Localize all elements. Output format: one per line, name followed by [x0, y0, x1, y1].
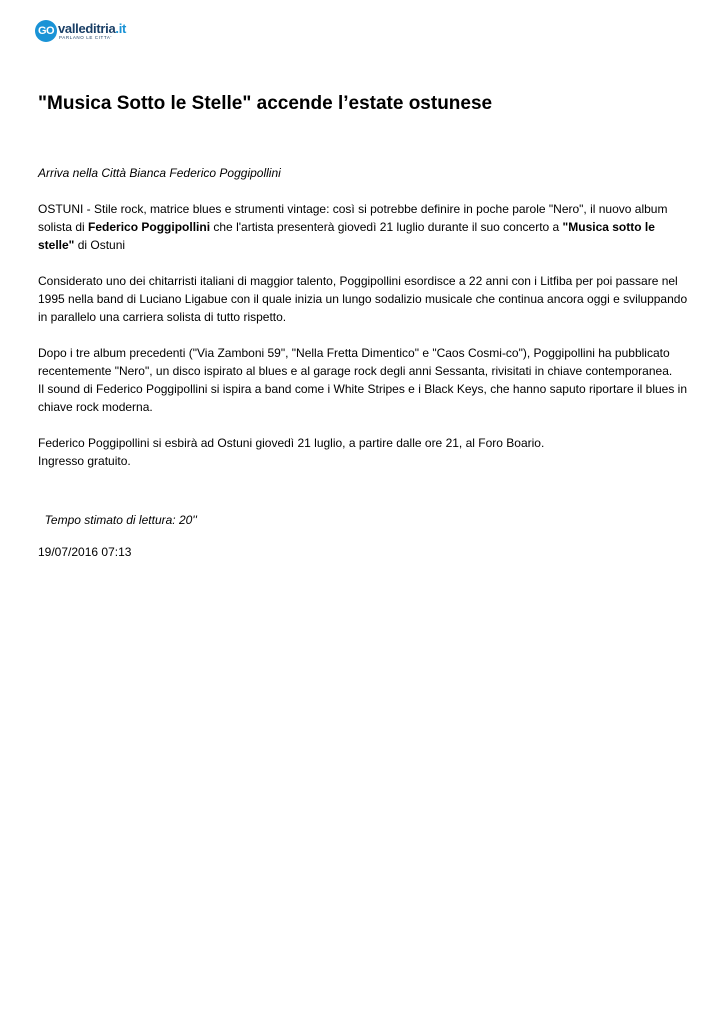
article-paragraph-2: Considerato uno dei chitarristi italiani di maggior talento, Poggipollini esordisce a 22 anni con i Litfiba per poi passare nel 1995 nella band di Luciano Ligabue con il quale inizia un lungo sodalizio musicale che continua ancora oggi e sviluppando in parallelo una carriera solista di tutto rispetto. [38, 274, 688, 324]
reading-time: Tempo stimato di lettura: 20'' [38, 513, 197, 527]
logo-wordmark [58, 22, 126, 35]
article-body [38, 164, 688, 470]
article-paragraph-1 [38, 200, 688, 254]
logo-text [58, 22, 126, 41]
logo-tld: .it [115, 20, 127, 36]
paragraph-1-artist-name: Federico Poggipollini [88, 220, 211, 234]
paragraph-1-text-e: di Ostuni [74, 238, 126, 252]
article-title: "Musica Sotto le Stelle" accende l’estate ostunese [38, 93, 493, 114]
logo-tagline: PARLANO LE CITTA' [59, 34, 112, 40]
logo-go-badge: GO [35, 20, 57, 42]
paragraph-1-text-c: che l'artista presenterà giovedì 21 luglio durante il suo concerto a [210, 220, 563, 234]
article-paragraph-3: Dopo i tre album precedenti ("Via Zamboni 59", "Nella Fretta Dimentico" e "Caos Cosmi-co"), Poggipollini ha pubblicato recentemente "Nero", un disco ispirato al blues e al garage rock degli anni Sessanta, rivisitati in chiave contemporanea. [38, 346, 673, 378]
article-subtitle: Arriva nella Città Bianca Federico Poggipollini [38, 166, 281, 180]
article-paragraph-3b: Il sound di Federico Poggipollini si ispira a band come i White Stripes e i Black Keys, che hanno saputo riportare il blues in chiave rock moderna. [38, 382, 688, 414]
site-logo[interactable] [35, 20, 126, 42]
publish-date: 19/07/2016 07:13 [38, 545, 132, 559]
paragraph-1-text-a: OSTUNI - Stile rock, matrice blues e strumenti vintage: così si potrebbe definire in poche parole "Nero", il nuovo album solista di [38, 202, 668, 234]
paragraph-1-event-name: "Musica sotto le stelle" [38, 220, 655, 252]
article-paragraph-4: Federico Poggipollini si esbirà ad Ostuni giovedì 21 luglio, a partire dalle ore 21, al Foro Boario. [38, 436, 545, 450]
logo-name: valleditria [58, 20, 116, 36]
article-paragraph-4b: Ingresso gratuito. [38, 454, 131, 468]
